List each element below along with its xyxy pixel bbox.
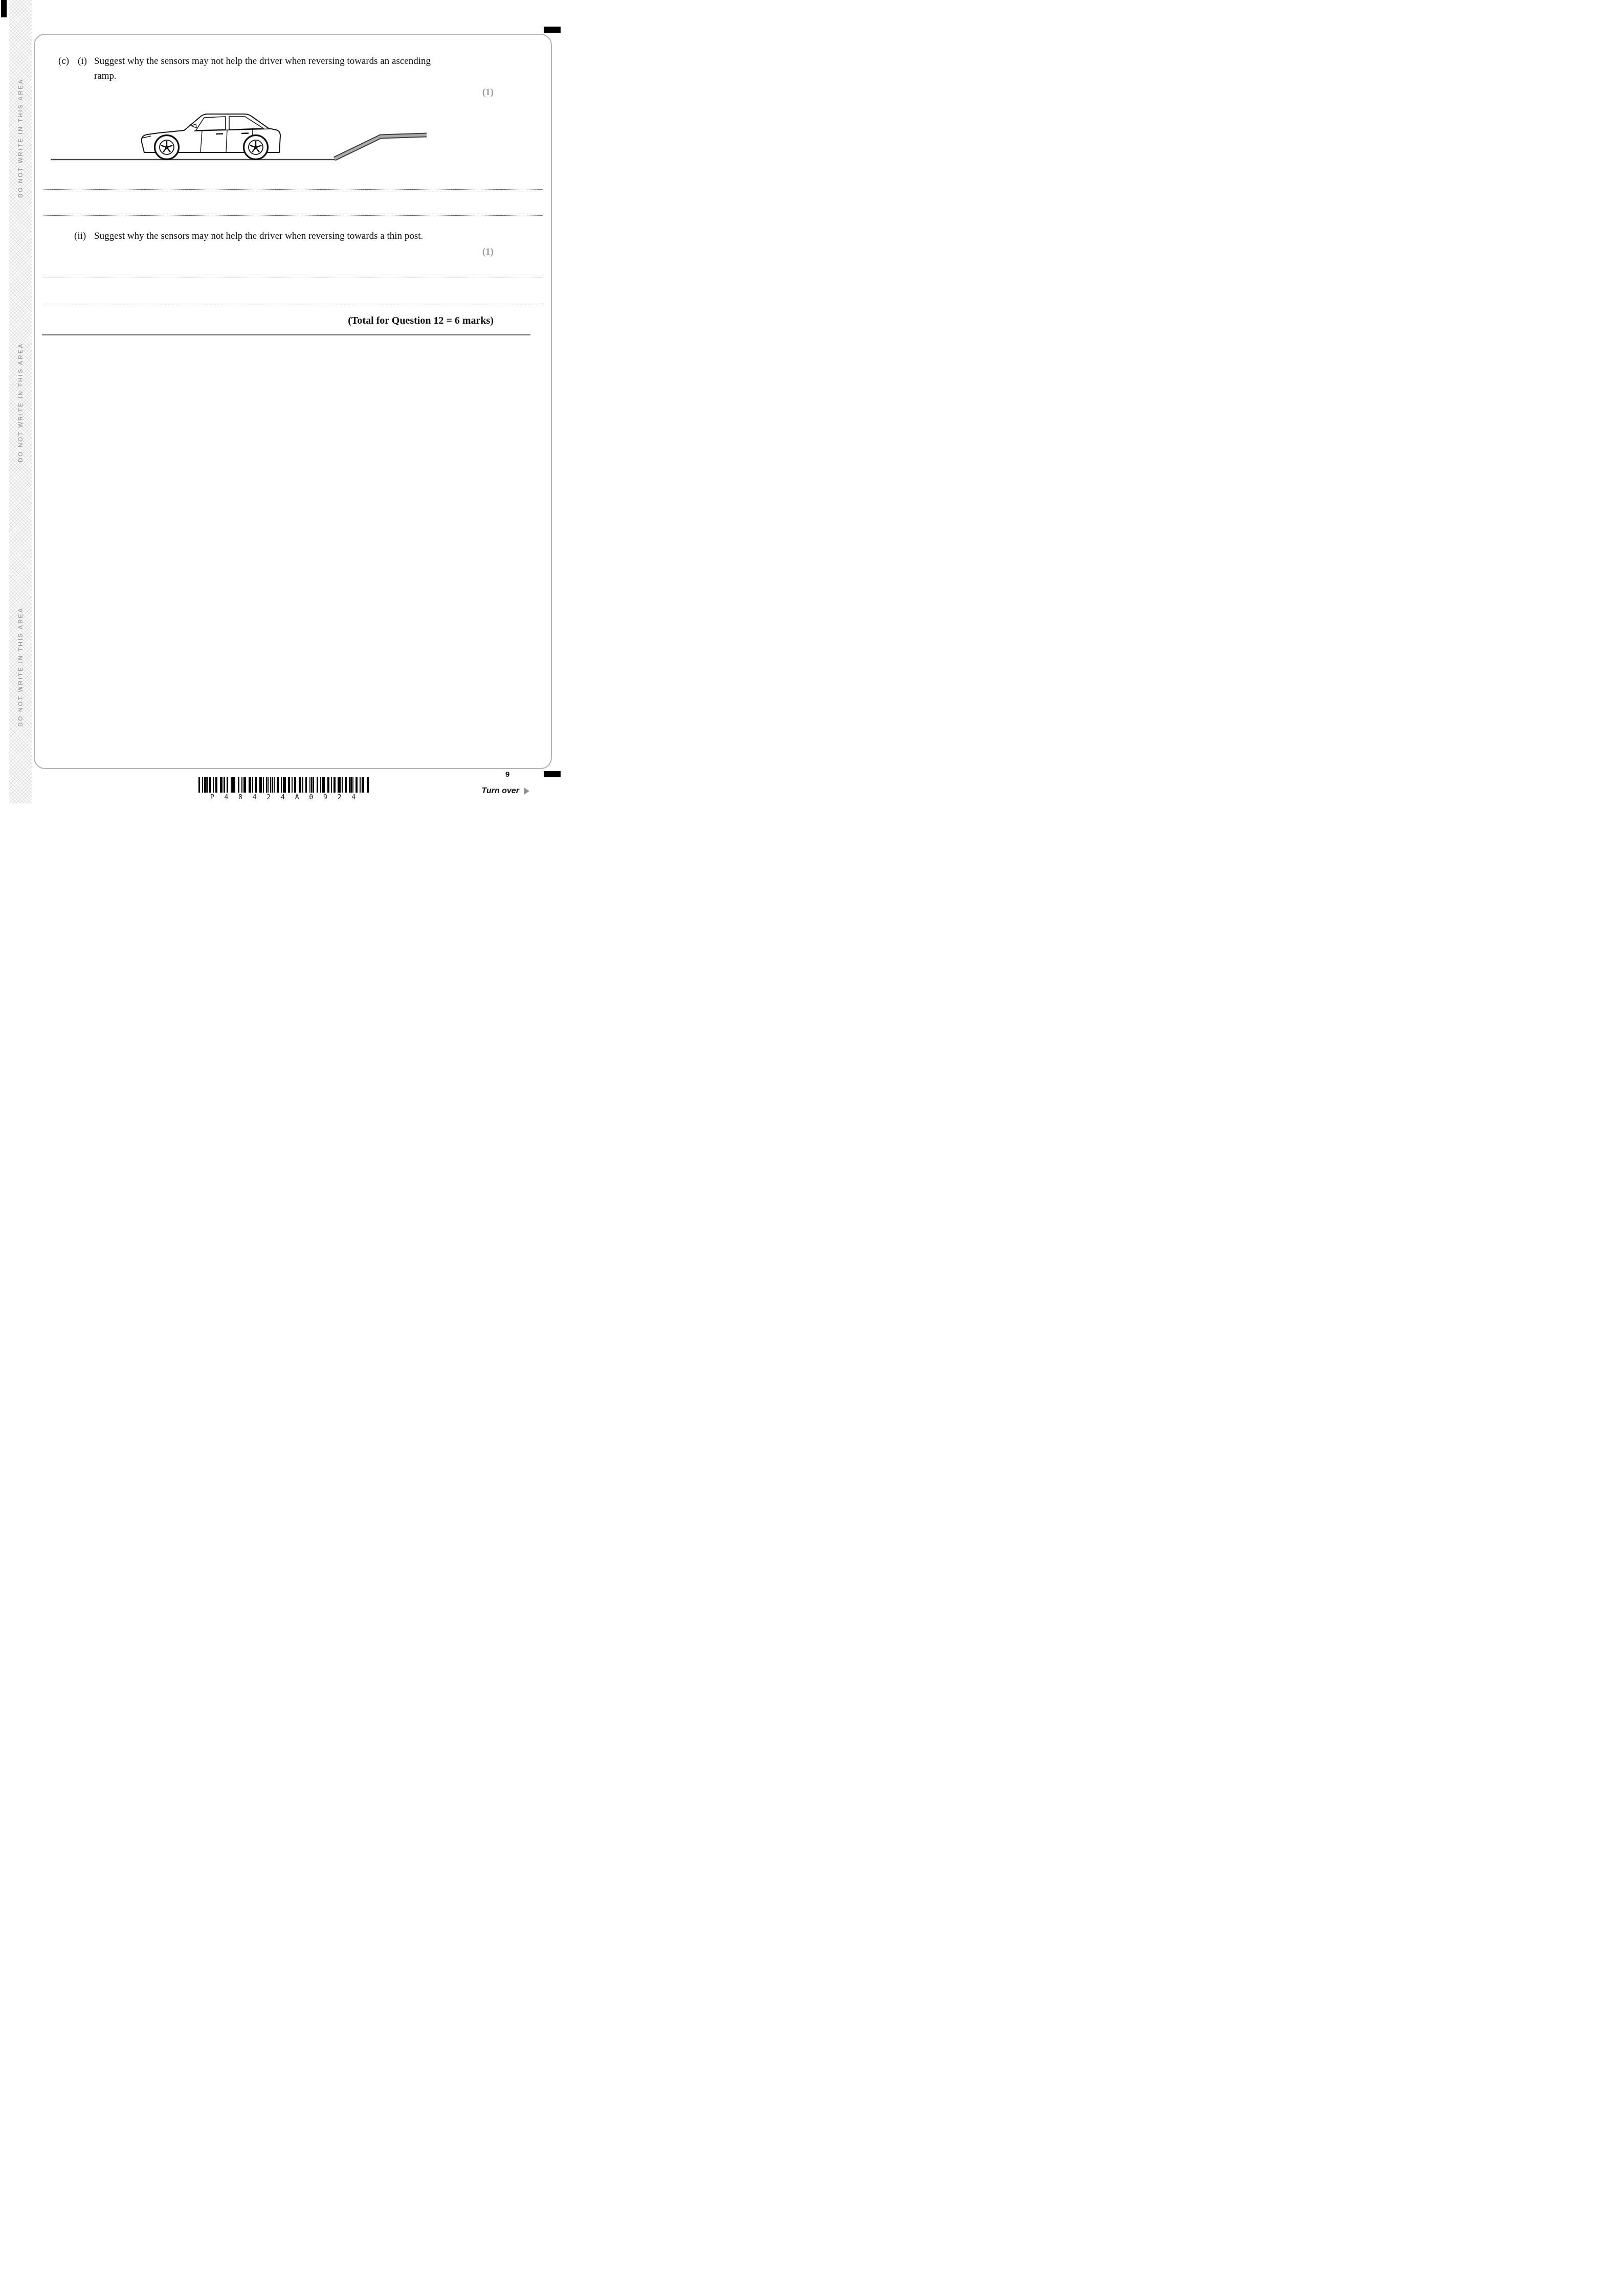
- question-part-i-label: (i): [78, 56, 87, 66]
- ramp-outline: [335, 135, 427, 159]
- registration-mark-top-right: [544, 27, 561, 33]
- answer-line: [43, 215, 543, 216]
- rear-wheel: [244, 136, 268, 160]
- question-part-ii-label: (ii): [74, 231, 86, 241]
- question-part-i-text: Suggest why the sensors may not help the driver when reversing towards an ascending ramp.: [94, 56, 431, 81]
- marks-part-i: (1): [482, 87, 494, 98]
- question-part-c-label: (c): [58, 56, 70, 66]
- barcode-text: P 4 8 4 2 4 A 0 9 2 4: [210, 794, 359, 801]
- barcode: [198, 777, 370, 793]
- do-not-write-label: DO NOT WRITE IN THIS AREA: [17, 606, 24, 727]
- marks-part-ii: (1): [482, 246, 494, 257]
- page-number: 9: [505, 770, 510, 779]
- question-part-ii-text: Suggest why the sensors may not help the driver when reversing towards a thin post.: [94, 231, 424, 241]
- answer-line: [43, 189, 543, 190]
- total-divider-rule: [42, 334, 530, 335]
- exam-paper-page: [0, 0, 568, 803]
- turn-over-label: Turn over: [481, 786, 519, 795]
- turn-over-indicator: [482, 786, 530, 796]
- question-c-ii: [74, 229, 503, 244]
- do-not-write-margin-strip: [9, 0, 32, 803]
- registration-mark-top-left: [1, 0, 7, 17]
- question-c-i: [58, 54, 447, 83]
- do-not-write-label: DO NOT WRITE IN THIS AREA: [17, 342, 24, 463]
- front-wheel: [155, 136, 179, 160]
- registration-mark-bottom-right: [544, 771, 561, 777]
- question-total-marks: (Total for Question 12 = 6 marks): [348, 315, 494, 326]
- turn-over-arrow-icon: [524, 787, 529, 795]
- car-ramp-figure: [49, 99, 429, 167]
- question-content-box: [34, 34, 552, 769]
- do-not-write-label: DO NOT WRITE IN THIS AREA: [17, 78, 24, 198]
